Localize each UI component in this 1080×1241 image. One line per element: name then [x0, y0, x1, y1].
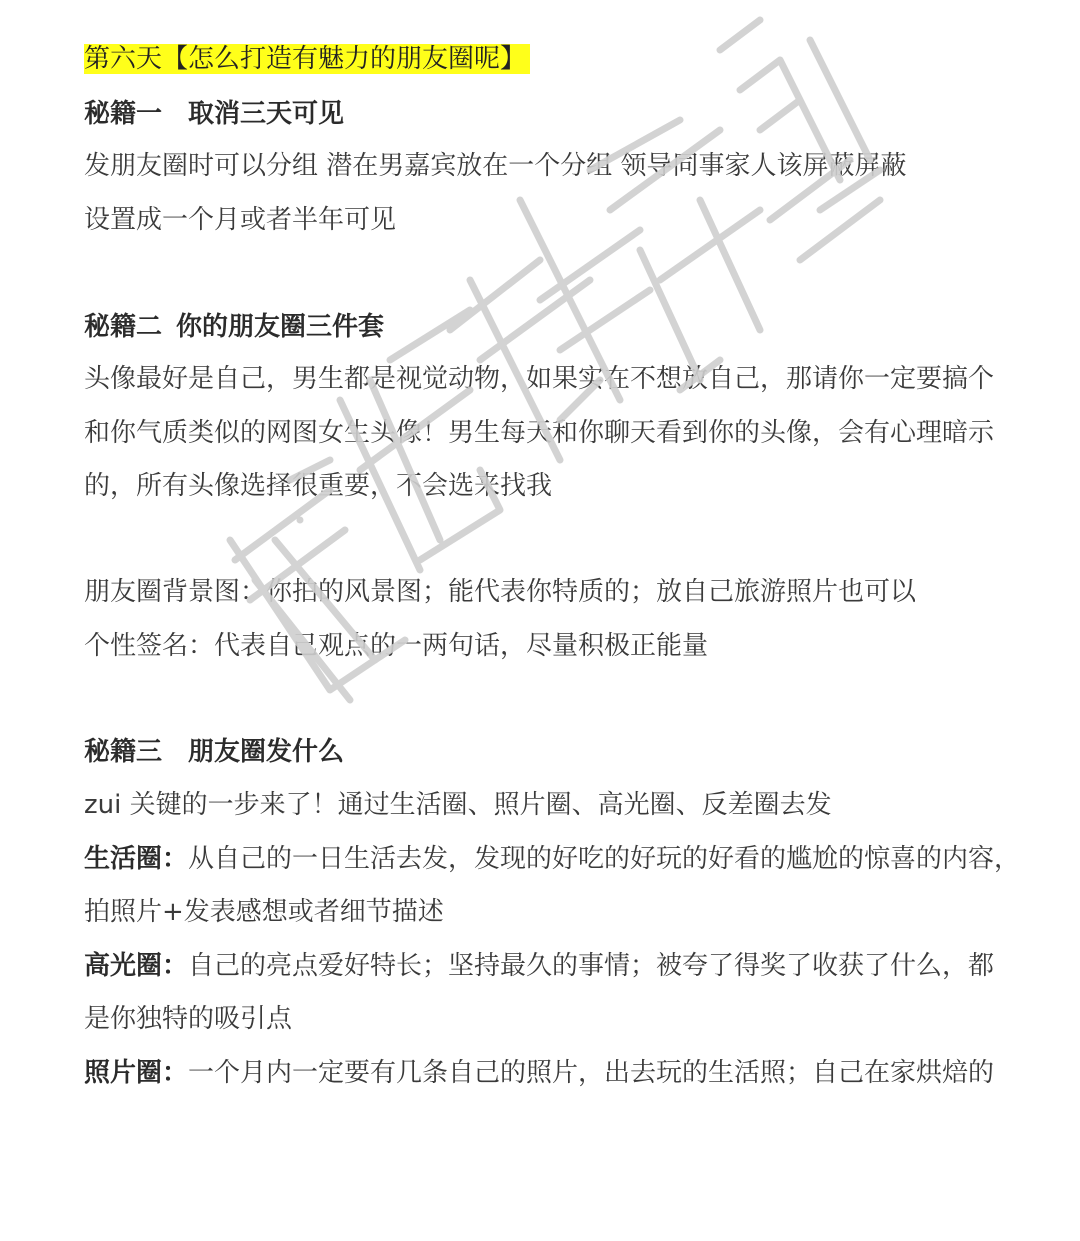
tip2-line-1: 头像最好是自己，男生都是视觉动物，如果实在不想放自己，那请你一定要搞个 — [84, 364, 995, 394]
photo-circle-line-1 — [84, 1056, 994, 1090]
tip2-heading-text: 你的朋友圈三件套 — [176, 312, 385, 342]
highlight-circle-text: 自己的亮点爱好特长；坚持最久的事情；被夸了得奖了收获了什么，都 — [188, 951, 995, 981]
tip2-extra-1: 朋友圈背景图：你拍的风景图；能代表你特质的；放自己旅游照片也可以 — [84, 577, 917, 607]
photo-circle-text: 一个月内一定要有几条自己的照片，出去玩的生活照；自己在家烘焙的 — [188, 1058, 995, 1088]
tip1-line-2: 设置成一个月或者半年可见 — [84, 205, 397, 235]
tip3-heading-text: 朋友圈发什么 — [188, 737, 345, 767]
tip3-heading — [84, 735, 344, 769]
photo-circle-label: 照片圈： — [84, 1058, 189, 1088]
tip2-heading — [84, 310, 384, 344]
tip1-heading-text: 取消三天可见 — [188, 99, 345, 129]
tip1-label: 秘籍一 — [84, 99, 163, 129]
life-circle-line-2: 拍照片+发表感想或者细节描述 — [84, 897, 444, 927]
tip1-line-1: 发朋友圈时可以分组 潜在男嘉宾放在一个分组 领导同事家人该屏蔽屏蔽 — [84, 151, 907, 181]
tip2-label: 秘籍二 — [84, 312, 163, 342]
life-circle-label: 生活圈： — [84, 844, 189, 874]
tip2-line-3: 的，所有头像选择很重要，不会选来找我 — [84, 471, 553, 501]
title-highlight: 第六天【怎么打造有魅力的朋友圈呢】 — [84, 44, 530, 74]
tip2-extra-2: 个性签名：代表自己观点的一两句话，尽量积极正能量 — [84, 631, 709, 661]
highlight-circle-line-2: 是你独特的吸引点 — [84, 1004, 293, 1034]
life-circle-line-1 — [84, 842, 1020, 876]
tip2-line-2: 和你气质类似的网图女生头像！男生每天和你聊天看到你的头像，会有心理暗示 — [84, 418, 995, 448]
highlight-circle-label: 高光圈： — [84, 951, 189, 981]
highlight-circle-line-1 — [84, 949, 994, 983]
life-circle-text: 从自己的一日生活去发，发现的好吃的好玩的好看的尴尬的惊喜的内容， — [188, 844, 1021, 874]
tip3-label: 秘籍三 — [84, 737, 163, 767]
page-title — [84, 42, 530, 76]
tip1-heading — [84, 97, 344, 131]
tip3-intro: zui 关键的一步来了！通过生活圈、照片圈、高光圈、反差圈去发 — [84, 790, 832, 820]
